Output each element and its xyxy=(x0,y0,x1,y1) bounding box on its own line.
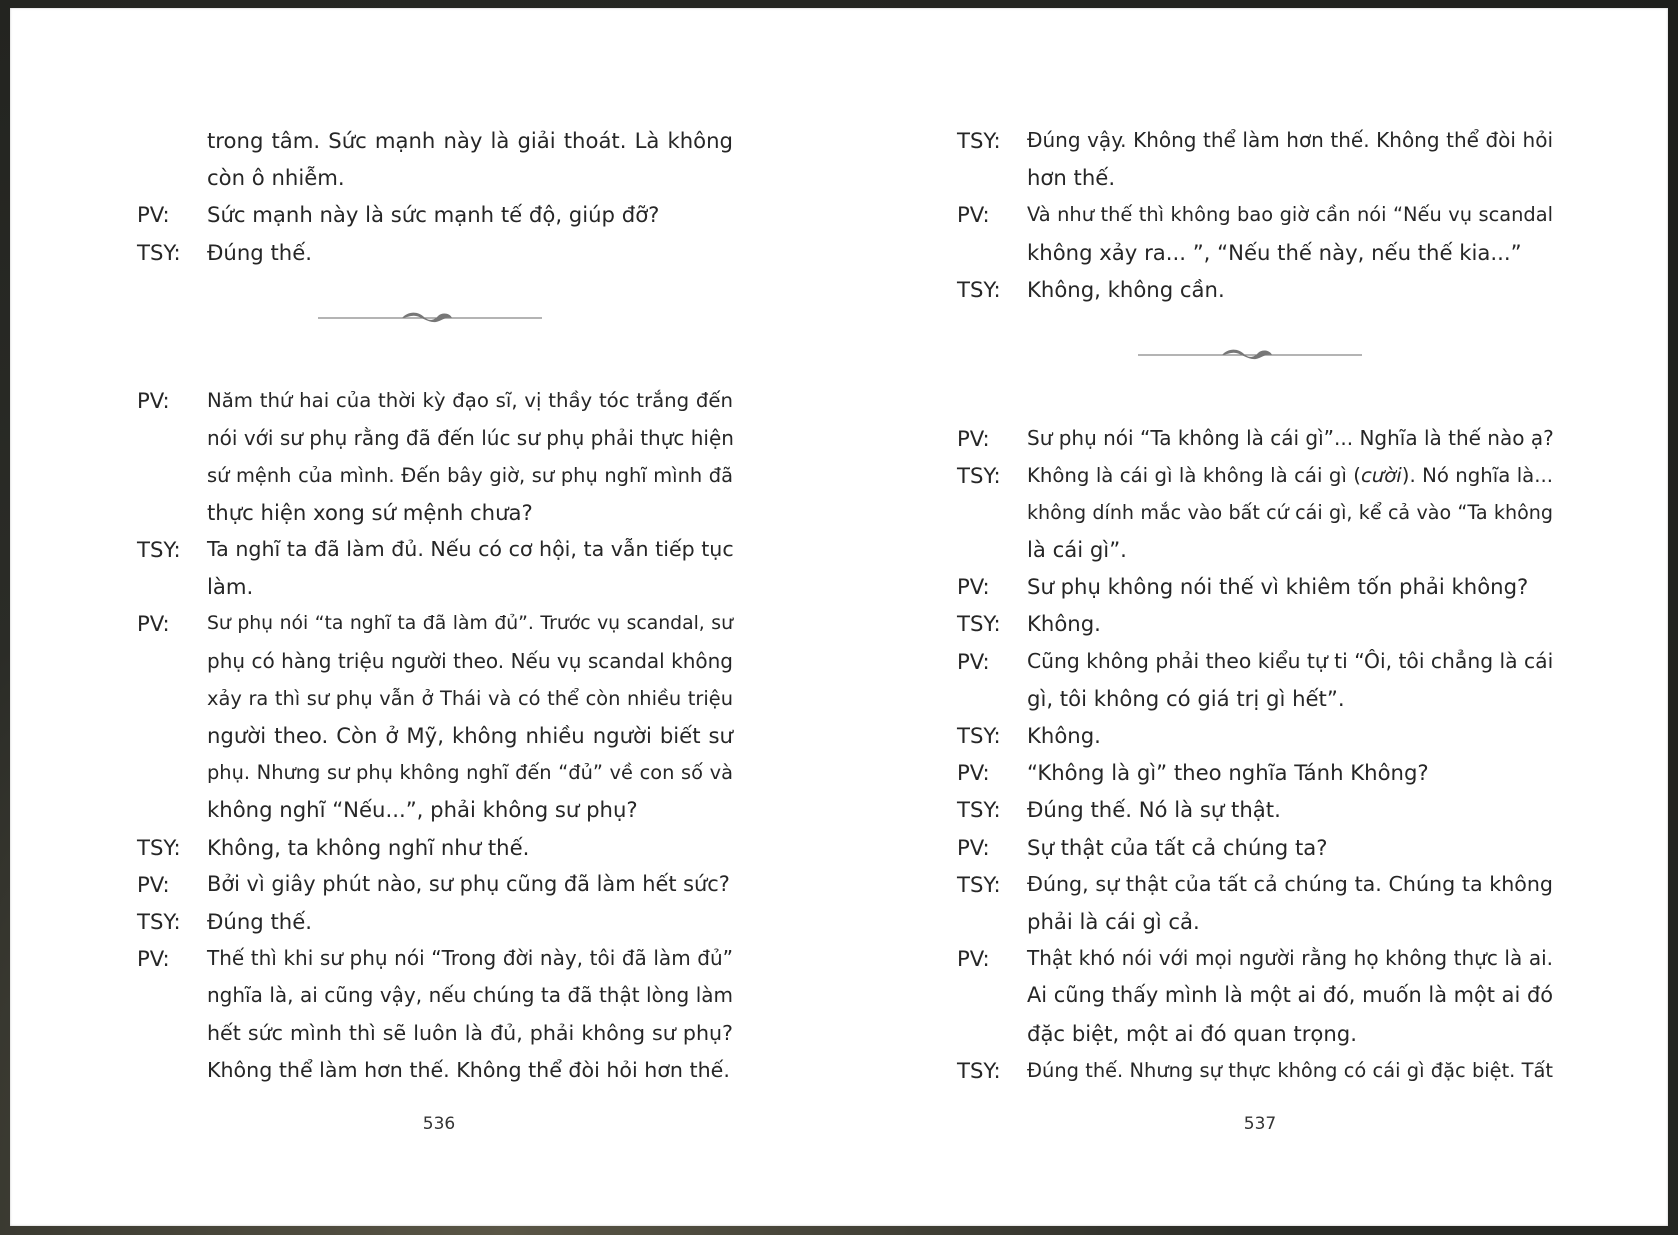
dialogue-line xyxy=(957,977,1553,1014)
dialogue-text: nghĩa là, ai cũng vậy, nếu chúng ta đã thật lòng làm xyxy=(207,983,733,1008)
dialogue-line xyxy=(137,829,733,866)
dialogue-line xyxy=(957,271,1553,308)
dialogue-text: nói với sư phụ rằng đã đến lúc sư phụ phải thực hiện xyxy=(207,425,734,450)
dialogue-line xyxy=(137,1052,733,1089)
dialogue-text: người theo. Còn ở Mỹ, không nhiều người biết sư xyxy=(207,723,733,749)
dialogue-text: Đúng thế. xyxy=(207,908,312,934)
dialogue-text: là cái gì”. xyxy=(1027,537,1127,563)
dialogue-text: Sức mạnh này là sức mạnh tế độ, giúp đỡ? xyxy=(207,202,660,228)
speaker-label: PV: xyxy=(137,202,170,228)
dialogue-line xyxy=(957,605,1553,642)
dialogue-text: “Không là gì” theo nghĩa Tánh Không? xyxy=(1027,760,1429,786)
speaker-label: TSY: xyxy=(957,1057,1001,1083)
dialogue-line xyxy=(957,940,1553,977)
dialogue-text: Đúng thế. xyxy=(207,239,312,265)
right-page xyxy=(839,8,1668,1226)
speaker-label: TSY: xyxy=(137,239,181,265)
dialogue-line xyxy=(137,754,733,791)
dialogue-text: Thế thì khi sư phụ nói “Trong đời này, tôi đã làm đủ” xyxy=(207,946,733,971)
dialogue-text: Sư phụ nói “Ta không là cái gì”... Nghĩa là thế nào ạ? xyxy=(1027,425,1554,450)
right-block-b xyxy=(957,420,1553,1089)
dialogue-line xyxy=(957,717,1553,754)
dialogue-line xyxy=(957,1015,1553,1052)
section-divider xyxy=(957,308,1553,420)
dialogue-line xyxy=(957,791,1553,828)
dialogue-line xyxy=(957,531,1553,568)
speaker-label: PV: xyxy=(957,202,990,228)
dialogue-line xyxy=(957,159,1553,196)
speaker-label: PV: xyxy=(957,574,990,600)
speaker-label: TSY: xyxy=(957,723,1001,749)
speaker-label: TSY: xyxy=(137,834,181,860)
dialogue-text: Và như thế thì không bao giờ cần nói “Nếu vụ scandal xyxy=(1027,203,1553,227)
speaker-label: TSY: xyxy=(957,276,1001,302)
speaker-label: TSY: xyxy=(137,908,181,934)
dialogue-text: Đúng vậy. Không thể làm hơn thế. Không thể đòi hỏi xyxy=(1027,128,1553,152)
dialogue-line xyxy=(957,122,1553,159)
dialogue-line xyxy=(957,420,1553,457)
page-number: 537 xyxy=(1243,1114,1277,1134)
left-page-text xyxy=(137,122,733,1089)
speaker-label: PV: xyxy=(137,388,170,414)
dialogue-line xyxy=(137,568,733,605)
dialogue-line xyxy=(137,680,733,717)
dialogue-line xyxy=(137,643,733,680)
speaker-label: PV: xyxy=(137,871,170,897)
dialogue-line xyxy=(137,791,733,828)
speaker-label: PV: xyxy=(957,946,990,972)
dialogue-line xyxy=(137,866,733,903)
section-divider xyxy=(137,271,733,383)
speaker-label: TSY: xyxy=(957,797,1001,823)
dialogue-text: xảy ra thì sư phụ vẫn ở Thái và có thể còn nhiều triệu xyxy=(207,686,733,710)
dialogue-text: gì, tôi không có giá trị gì hết”. xyxy=(1027,685,1345,711)
speaker-label: PV: xyxy=(137,946,170,972)
dialogue-line xyxy=(957,196,1553,233)
dialogue-line xyxy=(957,866,1553,903)
book-spread xyxy=(10,8,1668,1226)
dialogue-text: Thật khó nói với mọi người rằng họ không thực là ai. xyxy=(1027,946,1553,971)
dialogue-line xyxy=(137,420,733,457)
speaker-label: PV: xyxy=(957,760,990,786)
dialogue-line xyxy=(957,494,1553,531)
right-page-text xyxy=(957,122,1553,1089)
dialogue-line xyxy=(137,234,733,271)
dialogue-text: Đúng, sự thật của tất cả chúng ta. Chúng ta không xyxy=(1027,871,1553,896)
dialogue-line xyxy=(137,382,733,419)
dialogue-text: Sự thật của tất cả chúng ta? xyxy=(1027,834,1328,860)
ornament-divider-icon xyxy=(318,309,542,325)
dialogue-text: Không, không cần. xyxy=(1027,276,1225,302)
dialogue-text: làm. xyxy=(207,574,254,600)
speaker-label: PV: xyxy=(957,648,990,674)
dialogue-text: Cũng không phải theo kiểu tự ti “Ôi, tôi chẳng là cái xyxy=(1027,648,1554,673)
dialogue-text: sứ mệnh của mình. Đến bây giờ, sư phụ nghĩ mình đã xyxy=(207,463,733,487)
dialogue-text: Năm thứ hai của thời kỳ đạo sĩ, vị thầy tóc trắng đến xyxy=(207,389,733,413)
dialogue-text: Không, ta không nghĩ như thế. xyxy=(207,834,530,860)
speaker-label: TSY: xyxy=(137,537,181,563)
speaker-label: PV: xyxy=(957,425,990,451)
speaker-label: PV: xyxy=(957,834,990,860)
dialogue-text: Không. xyxy=(1027,723,1101,749)
speaker-label: TSY: xyxy=(957,871,1001,897)
dialogue-line xyxy=(137,605,733,642)
right-block-a xyxy=(957,122,1553,308)
dialogue-line xyxy=(137,531,733,568)
dialogue-text: phải là cái gì cả. xyxy=(1027,908,1200,934)
dialogue-line xyxy=(957,680,1553,717)
dialogue-line xyxy=(137,196,733,233)
dialogue-line xyxy=(137,122,733,159)
dialogue-text: không dính mắc vào bất cứ cái gì, kể cả vào “Ta không xyxy=(1027,500,1553,524)
dialogue-line xyxy=(137,977,733,1014)
dialogue-text: Đúng thế. Nhưng sự thực không có cái gì đặc biệt. Tất xyxy=(1027,1058,1553,1082)
dialogue-text: Sư phụ không nói thế vì khiêm tốn phải không? xyxy=(1027,574,1529,600)
dialogue-line xyxy=(137,903,733,940)
dialogue-line xyxy=(137,717,733,754)
dialogue-text: Không thể làm hơn thế. Không thể đòi hỏi hơn thế. xyxy=(207,1057,730,1082)
dialogue-line xyxy=(957,234,1553,271)
dialogue-line xyxy=(957,457,1553,494)
dialogue-text: Không là cái gì là không là cái gì (cười). Nó nghĩa là... xyxy=(1027,463,1553,487)
left-block-b xyxy=(137,382,733,1089)
speaker-label: PV: xyxy=(137,611,170,637)
dialogue-line xyxy=(137,457,733,494)
dialogue-text: phụ có hàng triệu người theo. Nếu vụ scandal không xyxy=(207,648,733,673)
dialogue-line xyxy=(957,829,1553,866)
dialogue-line xyxy=(957,754,1553,791)
dialogue-line xyxy=(137,1015,733,1052)
dialogue-text: Ta nghĩ ta đã làm đủ. Nếu có cơ hội, ta vẫn tiếp tục xyxy=(207,537,734,562)
dialogue-text: đặc biệt, một ai đó quan trọng. xyxy=(1027,1020,1357,1046)
dialogue-text: không xảy ra... ”, “Nếu thế này, nếu thế kia...” xyxy=(1027,239,1522,265)
dialogue-text: Sư phụ nói “ta nghĩ ta đã làm đủ”. Trước vụ scandal, sư xyxy=(207,613,733,635)
speaker-label: TSY: xyxy=(957,462,1001,488)
page-number: 536 xyxy=(422,1114,456,1134)
dialogue-line xyxy=(957,1052,1553,1089)
dialogue-line xyxy=(957,568,1553,605)
dialogue-text: Không. xyxy=(1027,611,1101,637)
dialogue-text: thực hiện xong sứ mệnh chưa? xyxy=(207,499,533,525)
dialogue-line xyxy=(957,643,1553,680)
dialogue-text: còn ô nhiễm. xyxy=(207,165,345,191)
left-block-a xyxy=(137,122,733,271)
dialogue-line xyxy=(137,940,733,977)
dialogue-text: hơn thế. xyxy=(1027,165,1116,191)
dialogue-text: Ai cũng thấy mình là một ai đó, muốn là một ai đó xyxy=(1027,983,1553,1008)
dialogue-text: trong tâm. Sức mạnh này là giải thoát. Là không xyxy=(207,128,733,153)
dialogue-line xyxy=(137,494,733,531)
dialogue-text: Bởi vì giây phút nào, sư phụ cũng đã làm hết sức? xyxy=(207,871,730,896)
dialogue-text: không nghĩ “Nếu...”, phải không sư phụ? xyxy=(207,797,638,823)
speaker-label: TSY: xyxy=(957,611,1001,637)
dialogue-line xyxy=(137,159,733,196)
speaker-label: TSY: xyxy=(957,128,1001,153)
ornament-divider-icon xyxy=(1138,346,1362,362)
left-page xyxy=(10,8,839,1226)
dialogue-line xyxy=(957,903,1553,940)
dialogue-text: hết sức mình thì sẽ luôn là đủ, phải không sư phụ? xyxy=(207,1020,733,1045)
dialogue-text: phụ. Nhưng sư phụ không nghĩ đến “đủ” về con số và xyxy=(207,761,733,785)
dialogue-text: Đúng thế. Nó là sự thật. xyxy=(1027,797,1281,823)
